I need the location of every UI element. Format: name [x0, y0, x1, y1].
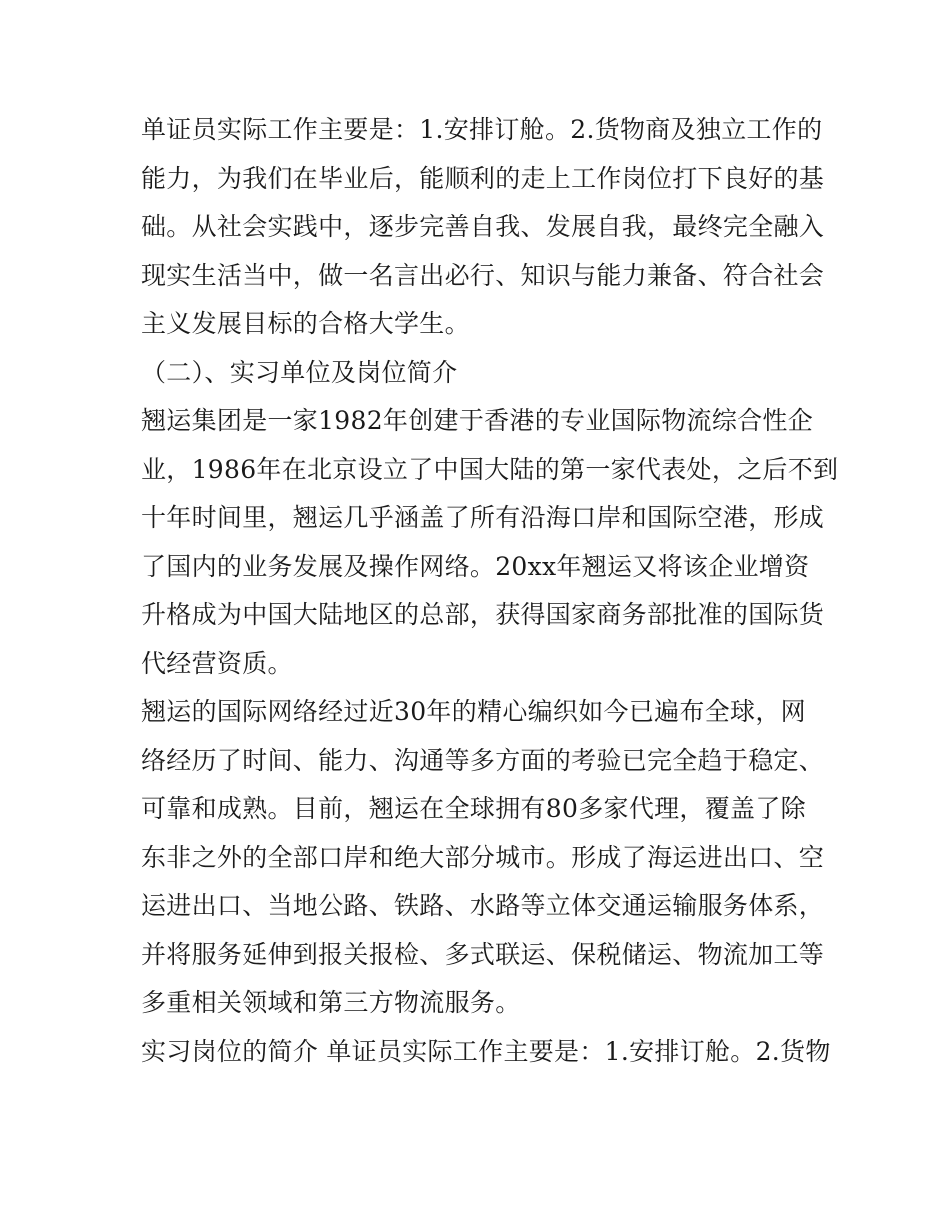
- text-line: 可靠和成熟。目前，翘运在全球拥有80多家代理，覆盖了除: [141, 794, 806, 823]
- text-line: 业，1986年在北京设立了中国大陆的第一家代表处，之后不到: [141, 454, 839, 484]
- text-line: 翘运集团是一家1982年创建于香港的专业国际物流综合性企: [141, 406, 814, 435]
- text-line: 十年时间里，翘运几乎涵盖了所有沿海口岸和国际空港，形成: [141, 503, 825, 532]
- text-line: 翘运的国际网络经过近30年的精心编织如今已遍布全球，网: [141, 697, 806, 726]
- text-line: 并将服务延伸到报关报检、多式联运、保税储运、物流加工等: [141, 939, 825, 969]
- text-line: 络经历了时间、能力、沟通等多方面的考验已完全趋于稳定、: [141, 745, 825, 775]
- text-line: 多重相关领域和第三方物流服务。: [141, 988, 521, 1017]
- text-line: 东非之外的全部口岸和绝大部分城市。形成了海运进出口、空: [141, 842, 825, 872]
- text-line: 单证员实际工作主要是：1.安排订舱。2.货物商及独立工作的: [141, 115, 823, 144]
- document-body: [141, 106, 839, 1076]
- text-line: 升格成为中国大陆地区的总部，获得国家商务部批准的国际货: [141, 600, 825, 629]
- text-line: 主义发展目标的合格大学生。: [141, 309, 470, 338]
- text-line: 运进出口、当地公路、铁路、水路等立体交通运输服务体系，: [141, 891, 825, 920]
- section-heading: （二）、实习单位及岗位简介: [141, 357, 458, 387]
- text-line: 能力，为我们在毕业后，能顺利的走上工作岗位打下良好的基: [141, 163, 825, 193]
- text-line: 代经营资质。: [141, 648, 293, 678]
- text-line: 础。从社会实践中，逐步完善自我、发展自我，最终完全融入: [141, 212, 825, 241]
- text-line: 现实生活当中，做一名言出必行、知识与能力兼备、符合社会: [141, 260, 825, 290]
- text-line: 实习岗位的简介 单证员实际工作主要是：1.安排订舱。2.货物: [141, 1036, 831, 1066]
- text-line: 了国内的业务发展及操作网络。20xx年翘运又将该企业增资: [141, 551, 810, 581]
